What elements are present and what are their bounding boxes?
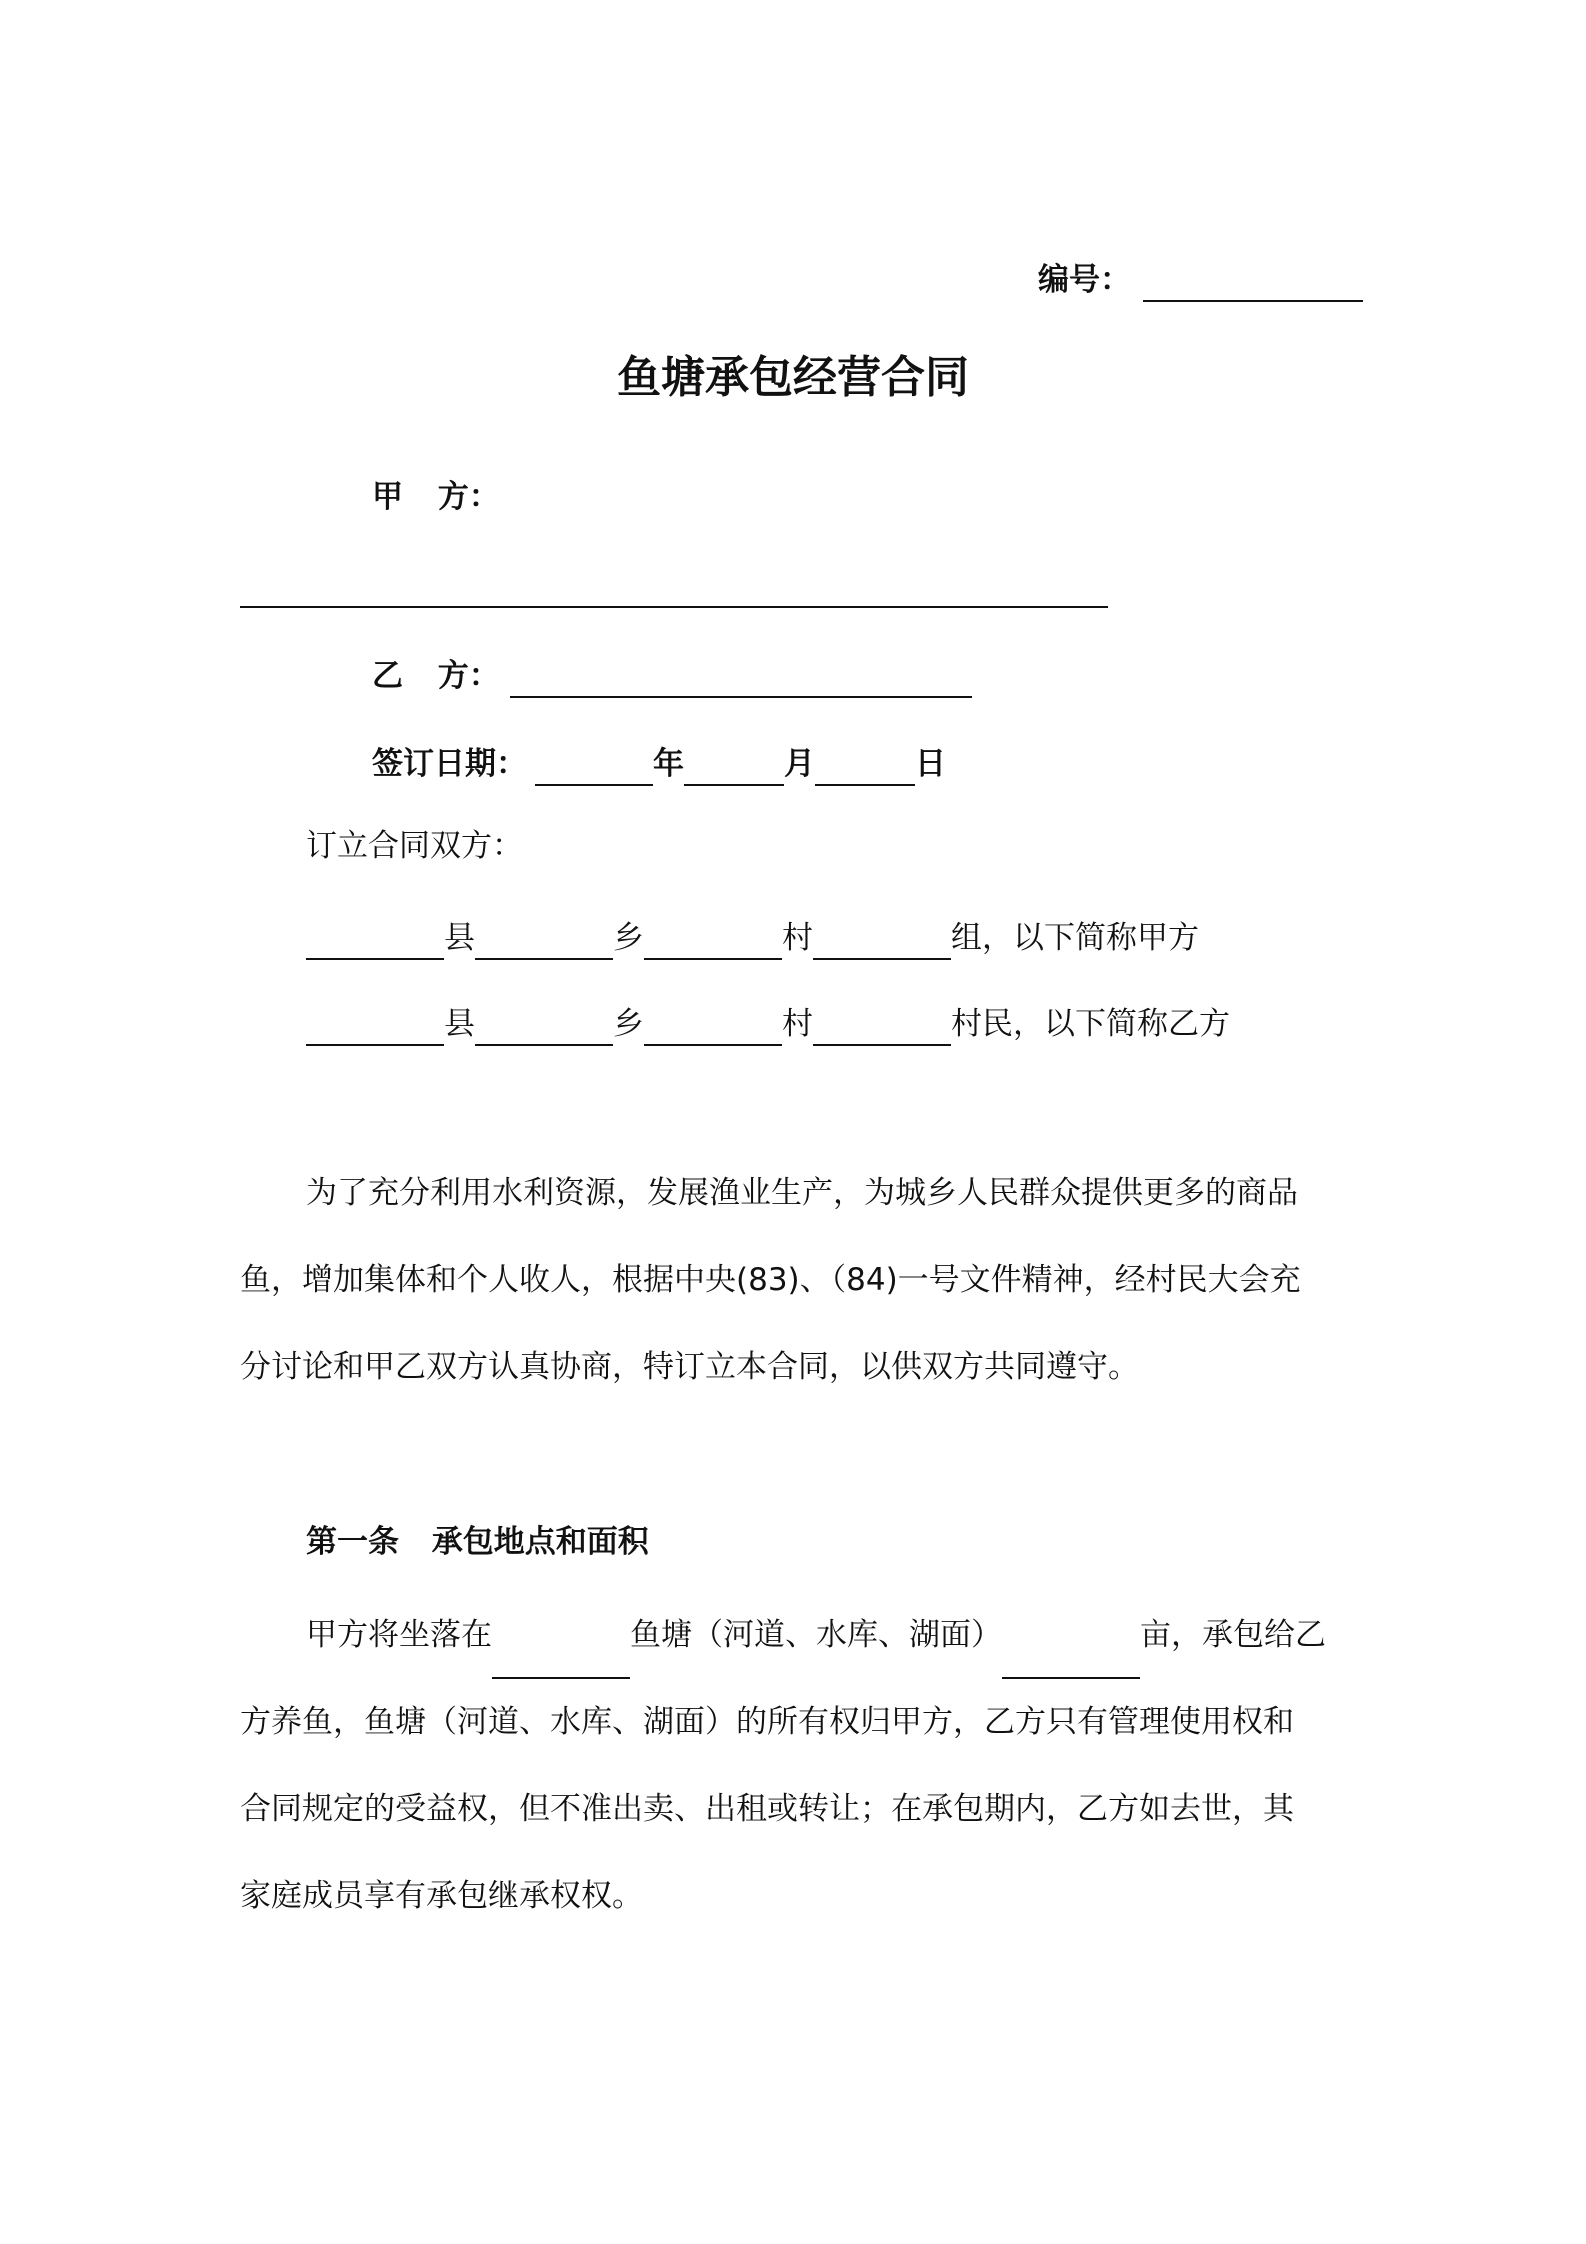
party-a-county-field[interactable]: [306, 924, 444, 960]
sign-date-month-field[interactable]: [684, 750, 784, 786]
preamble-line: 为了充分利用水利资源，发展渔业生产，为城乡人民群众提供更多的商品: [306, 1175, 1298, 1211]
article1-line: 家庭成员享有承包继承权权。: [240, 1878, 643, 1914]
document-number: [1038, 258, 1363, 302]
article1-text-c: 亩，承包给乙: [1140, 1617, 1326, 1653]
party-a-township-label: 乡: [613, 920, 644, 956]
sign-date-day-field[interactable]: [815, 750, 915, 786]
article1-area-field[interactable]: [1002, 1643, 1140, 1679]
parties-intro: 订立合同双方：: [306, 828, 523, 864]
document-number-field[interactable]: [1143, 266, 1363, 302]
preamble-paragraph: [240, 1150, 1360, 1411]
party-b-county-label: 县: [444, 1006, 475, 1042]
party-a-label: 甲 方：: [372, 479, 500, 515]
party-b-village-field[interactable]: [644, 1010, 782, 1046]
party-a-county-label: 县: [444, 920, 475, 956]
article1-line: 合同规定的受益权，但不准出卖、出租或转让；在承包期内，乙方如去世，其: [240, 1791, 1294, 1827]
party-a-address-line: [306, 916, 1199, 960]
article1-line: 方养鱼，鱼塘（河道、水库、湖面）的所有权归甲方，乙方只有管理使用权和: [240, 1704, 1294, 1740]
party-a-township-field[interactable]: [475, 924, 613, 960]
sign-date-label: 签订日期：: [372, 746, 527, 782]
preamble-line: 分讨论和甲乙双方认真协商，特订立本合同，以供双方共同遵守。: [240, 1349, 1139, 1385]
article1-first-line: [240, 1592, 1360, 1679]
party-a-field[interactable]: [240, 606, 1108, 608]
sign-date-month-label: 月: [784, 746, 815, 782]
article1-text-b: 鱼塘（河道、水库、湖面）: [630, 1617, 1002, 1653]
party-b-label: 乙 方：: [372, 658, 500, 694]
sign-date-day-label: 日: [915, 746, 946, 782]
party-b-villager-field[interactable]: [813, 1010, 951, 1046]
article1-text-a: 甲方将坐落在: [306, 1617, 492, 1653]
article1-paragraph: [240, 1592, 1360, 1940]
sign-date-year-field[interactable]: [535, 750, 653, 786]
party-b-row: [372, 654, 972, 698]
party-b-township-field[interactable]: [475, 1010, 613, 1046]
article1-location-field[interactable]: [492, 1643, 630, 1679]
article1-heading: 第一条 承包地点和面积: [306, 1524, 649, 1560]
party-a-tail: 组，以下简称甲方: [951, 920, 1199, 956]
sign-date-row: [372, 742, 946, 786]
document-number-label: 编号：: [1038, 262, 1131, 298]
party-b-address-line: [306, 1002, 1230, 1046]
party-a-group-field[interactable]: [813, 924, 951, 960]
party-a-village-label: 村: [782, 920, 813, 956]
party-b-tail: 村民，以下简称乙方: [951, 1006, 1230, 1042]
sign-date-year-label: 年: [653, 746, 684, 782]
party-b-county-field[interactable]: [306, 1010, 444, 1046]
preamble-line: 鱼，增加集体和个人收人，根据中央(83)、（84)一号文件精神，经村民大会充: [240, 1262, 1301, 1298]
party-b-field[interactable]: [510, 662, 972, 698]
page-title: 鱼塘承包经营合同: [617, 352, 969, 403]
party-b-township-label: 乡: [613, 1006, 644, 1042]
party-b-village-label: 村: [782, 1006, 813, 1042]
party-a-village-field[interactable]: [644, 924, 782, 960]
